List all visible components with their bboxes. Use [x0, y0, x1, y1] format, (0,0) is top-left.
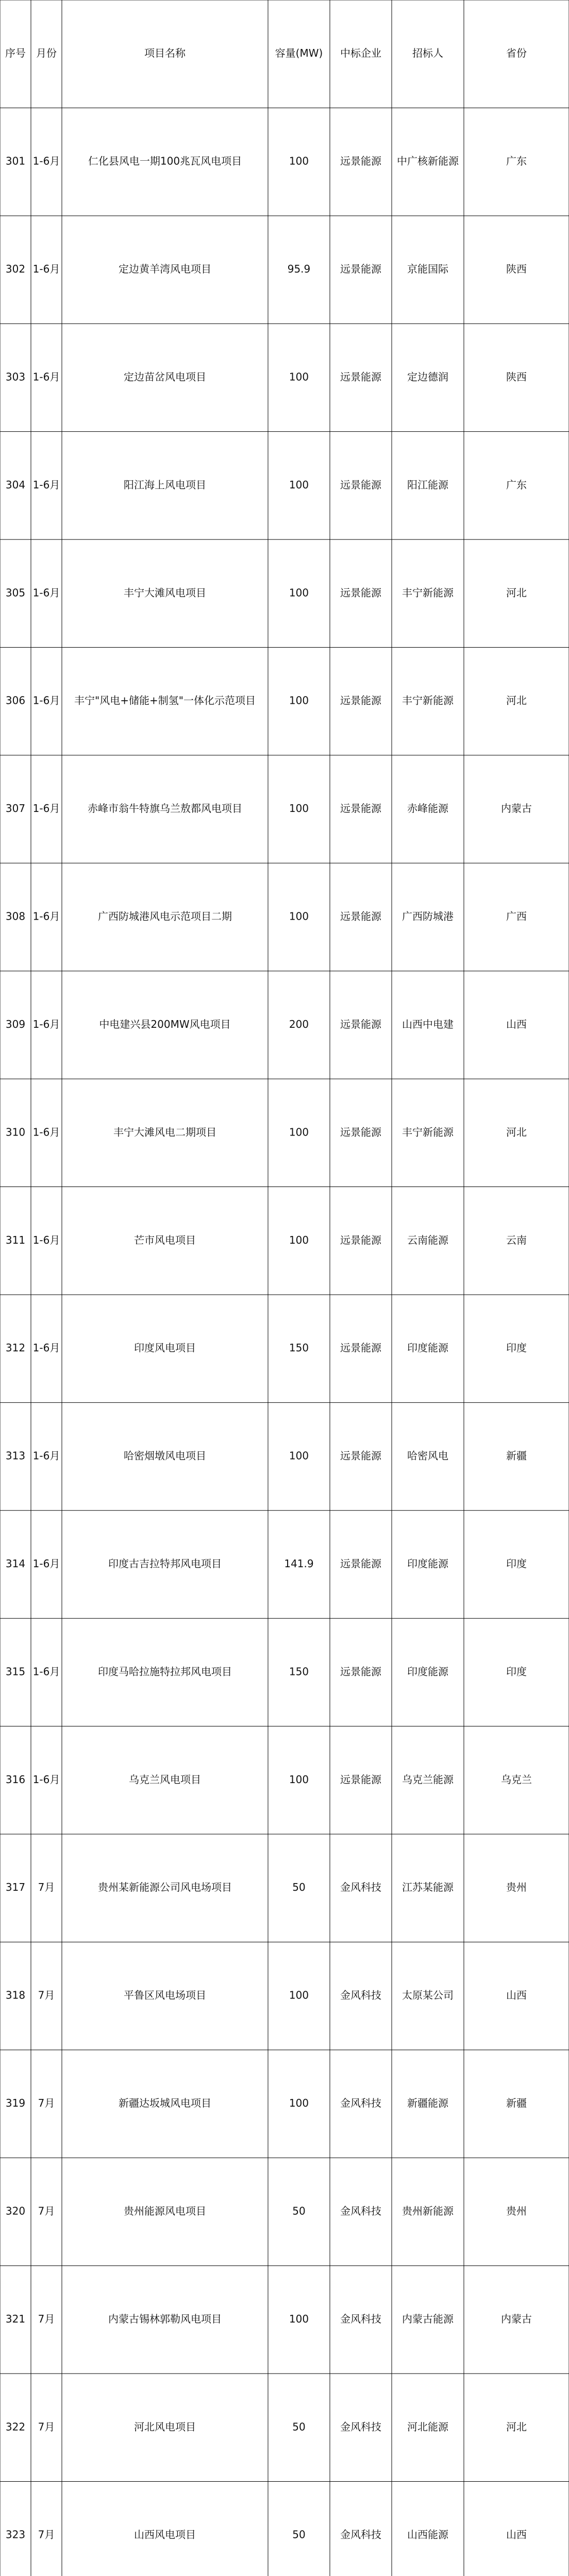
table-cell: 50 [292, 2420, 306, 2433]
table-cell: 321 [5, 2312, 26, 2325]
table-cell: 贵州某新能源公司风电场项目 [98, 1881, 232, 1894]
table-cell: 金风科技 [340, 2528, 381, 2541]
table-cell: 山西 [506, 2528, 527, 2541]
table-cell: 河北 [506, 586, 527, 599]
table-cell: 1-6月 [32, 1018, 60, 1030]
table-cell: 远景能源 [340, 1665, 381, 1678]
table-cell: 河北风电项目 [134, 2420, 196, 2433]
table-cell: 贵州能源风电项目 [124, 2205, 206, 2217]
table-cell: 印度 [506, 1557, 527, 1570]
table-cell: 广西防城港 [402, 910, 454, 923]
table-cell: 印度能源 [407, 1665, 448, 1678]
table-cell: 310 [5, 1126, 26, 1139]
table-cell: 平鲁区风电场项目 [124, 1989, 206, 2002]
table-cell: 322 [5, 2420, 26, 2433]
table-cell: 河北 [506, 1126, 527, 1139]
table-cell: 贵州 [506, 2205, 527, 2217]
table-cell: 仁化县风电一期100兆瓦风电项目 [88, 155, 242, 167]
table-cell: 323 [5, 2528, 26, 2541]
table-cell: 云南 [506, 1233, 527, 1246]
table-cell: 中电建兴县200MW风电项目 [99, 1018, 231, 1030]
table-cell: 1-6月 [32, 1126, 60, 1139]
table-cell: 远景能源 [340, 1018, 381, 1030]
table-cell: 远景能源 [340, 1449, 381, 1462]
table-cell: 定边德润 [407, 370, 448, 383]
table-cell: 新疆 [506, 2097, 527, 2110]
table-cell: 远景能源 [340, 263, 381, 276]
table-header-cell: 月份 [36, 47, 57, 60]
table-cell: 311 [5, 1233, 26, 1246]
table-cell: 316 [5, 1773, 26, 1786]
table-cell: 阳江海上风电项目 [124, 478, 206, 491]
table-cell: 50 [292, 2528, 306, 2541]
table-cell: 1-6月 [32, 586, 60, 599]
table-cell: 太原某公司 [402, 1989, 454, 2002]
table-cell: 印度 [506, 1342, 527, 1354]
table-cell: 贵州 [506, 1881, 527, 1894]
table-cell: 1-6月 [32, 370, 60, 383]
table-cell: 山西中电建 [402, 1018, 454, 1030]
table-cell: 陕西 [506, 263, 527, 276]
table-cell: 河北 [506, 694, 527, 707]
table-cell: 丰宁"风电+储能+制氢"一体化示范项目 [74, 694, 256, 707]
table-cell: 307 [5, 802, 26, 815]
table-cell: 丰宁大滩风电二期项目 [113, 1126, 216, 1139]
table-cell: 内蒙古 [501, 2312, 532, 2325]
table-cell: 100 [289, 1989, 309, 2002]
table-cell: 1-6月 [32, 1342, 60, 1354]
table-cell: 广东 [506, 478, 527, 491]
table-cell: 远景能源 [340, 1557, 381, 1570]
table-cell: 河北 [506, 2420, 527, 2433]
table-cell: 赤峰市翁牛特旗乌兰敖都风电项目 [88, 802, 242, 815]
table-cell: 广西 [506, 910, 527, 923]
table-cell: 100 [289, 1126, 309, 1139]
table-cell: 150 [289, 1665, 309, 1678]
table-cell: 1-6月 [32, 1233, 60, 1246]
table-header-cell: 中标企业 [340, 47, 381, 60]
table-cell: 1-6月 [32, 1773, 60, 1786]
table-cell: 丰宁新能源 [402, 586, 454, 599]
table-cell: 内蒙古 [501, 802, 532, 815]
table-cell: 317 [5, 1881, 26, 1894]
table-cell: 远景能源 [340, 1773, 381, 1786]
table-cell: 304 [5, 478, 26, 491]
table-cell: 1-6月 [32, 1449, 60, 1462]
table-cell: 314 [5, 1557, 26, 1570]
table-cell: 内蒙古锡林郭勒风电项目 [108, 2312, 222, 2325]
table-cell: 312 [5, 1342, 26, 1354]
table-cell: 313 [5, 1449, 26, 1462]
table-cell: 1-6月 [32, 910, 60, 923]
table-cell: 7月 [38, 1989, 55, 2002]
table-cell: 100 [289, 910, 309, 923]
table-cell: 山西 [506, 1018, 527, 1030]
table-cell: 303 [5, 370, 26, 383]
table-cell: 江苏某能源 [402, 1881, 454, 1894]
table-cell: 远景能源 [340, 910, 381, 923]
table-header-cell: 项目名称 [144, 47, 186, 60]
table-cell: 远景能源 [340, 155, 381, 167]
table-cell: 远景能源 [340, 586, 381, 599]
table-cell: 定边苗岔风电项目 [124, 370, 206, 383]
table-cell: 哈密烟墩风电项目 [124, 1449, 206, 1462]
table-cell: 金风科技 [340, 1989, 381, 2002]
table-cell: 乌克兰风电项目 [129, 1773, 201, 1786]
table-cell: 318 [5, 1989, 26, 2002]
table-cell: 丰宁新能源 [402, 694, 454, 707]
table-cell: 315 [5, 1665, 26, 1678]
table-cell: 301 [5, 155, 26, 167]
table-cell: 320 [5, 2205, 26, 2217]
table-cell: 印度能源 [407, 1342, 448, 1354]
table-cell: 306 [5, 694, 26, 707]
table-cell: 1-6月 [32, 478, 60, 491]
table-cell: 远景能源 [340, 370, 381, 383]
table-header-cell: 省份 [506, 47, 527, 60]
table-cell: 50 [292, 2205, 306, 2217]
table-cell: 内蒙古能源 [402, 2312, 454, 2325]
table-cell: 广西防城港风电示范项目二期 [98, 910, 232, 923]
table-cell: 7月 [38, 2205, 55, 2217]
table-cell: 芒市风电项目 [134, 1233, 196, 1246]
table-cell: 100 [289, 694, 309, 707]
table-cell: 印度 [506, 1665, 527, 1678]
table-cell: 1-6月 [32, 802, 60, 815]
table-cell: 金风科技 [340, 2097, 381, 2110]
table-cell: 1-6月 [32, 1665, 60, 1678]
table-cell: 陕西 [506, 370, 527, 383]
table-cell: 302 [5, 263, 26, 276]
table-cell: 印度古吉拉特邦风电项目 [108, 1557, 222, 1570]
table-cell: 定边黄羊湾风电项目 [119, 263, 211, 276]
table-cell: 100 [289, 802, 309, 815]
table-cell: 7月 [38, 2528, 55, 2541]
table-cell: 丰宁大滩风电项目 [124, 586, 206, 599]
table-header-cell: 容量(MW) [275, 47, 323, 60]
table-cell: 哈密风电 [407, 1449, 448, 1462]
table-cell: 乌克兰 [501, 1773, 532, 1786]
table-cell: 7月 [38, 2420, 55, 2433]
table-cell: 丰宁新能源 [402, 1126, 454, 1139]
table-header-cell: 序号 [5, 47, 26, 60]
table-cell: 金风科技 [340, 2205, 381, 2217]
table-cell: 1-6月 [32, 263, 60, 276]
table-cell: 319 [5, 2097, 26, 2110]
table-cell: 新疆达坂城风电项目 [119, 2097, 211, 2110]
table-cell: 阳江能源 [407, 478, 448, 491]
table-cell: 100 [289, 586, 309, 599]
table-cell: 中广核新能源 [397, 155, 459, 167]
table-cell: 印度马哈拉施特拉邦风电项目 [98, 1665, 232, 1678]
table-cell: 河北能源 [407, 2420, 448, 2433]
table-cell: 赤峰能源 [407, 802, 448, 815]
table-cell: 金风科技 [340, 2420, 381, 2433]
table-cell: 远景能源 [340, 478, 381, 491]
table-cell: 远景能源 [340, 1233, 381, 1246]
table-header-cell: 招标人 [412, 47, 443, 60]
table-cell: 远景能源 [340, 1342, 381, 1354]
table-cell: 贵州新能源 [402, 2205, 454, 2217]
table-cell: 广东 [506, 155, 527, 167]
table-cell: 100 [289, 2312, 309, 2325]
table-cell: 乌克兰能源 [402, 1773, 454, 1786]
table-cell: 100 [289, 2097, 309, 2110]
table-cell: 印度能源 [407, 1557, 448, 1570]
table-cell: 100 [289, 1449, 309, 1462]
table-cell: 141.9 [284, 1557, 314, 1570]
table-cell: 305 [5, 586, 26, 599]
table-cell: 远景能源 [340, 802, 381, 815]
table-cell: 远景能源 [340, 1126, 381, 1139]
table-cell: 200 [289, 1018, 309, 1030]
table-cell: 150 [289, 1342, 309, 1354]
table-cell: 100 [289, 370, 309, 383]
table-cell: 7月 [38, 2097, 55, 2110]
table-cell: 100 [289, 478, 309, 491]
table-cell: 新疆能源 [407, 2097, 448, 2110]
table-cell: 1-6月 [32, 155, 60, 167]
table-cell: 远景能源 [340, 694, 381, 707]
table-cell: 7月 [38, 1881, 55, 1894]
table-cell: 山西 [506, 1989, 527, 2002]
table-cell: 山西风电项目 [134, 2528, 196, 2541]
table-cell: 1-6月 [32, 694, 60, 707]
table-cell: 印度风电项目 [134, 1342, 196, 1354]
table-cell: 100 [289, 155, 309, 167]
table-cell: 100 [289, 1233, 309, 1246]
table-cell: 云南能源 [407, 1233, 448, 1246]
table-cell: 95.9 [287, 263, 311, 276]
table-cell: 京能国际 [407, 263, 448, 276]
table-cell: 新疆 [506, 1449, 527, 1462]
table-cell: 7月 [38, 2312, 55, 2325]
table-cell: 50 [292, 1881, 306, 1894]
table-cell: 山西能源 [407, 2528, 448, 2541]
table-cell: 100 [289, 1773, 309, 1786]
table-cell: 308 [5, 910, 26, 923]
table-cell: 1-6月 [32, 1557, 60, 1570]
table-cell: 金风科技 [340, 2312, 381, 2325]
table-cell: 309 [5, 1018, 26, 1030]
table-cell: 金风科技 [340, 1881, 381, 1894]
